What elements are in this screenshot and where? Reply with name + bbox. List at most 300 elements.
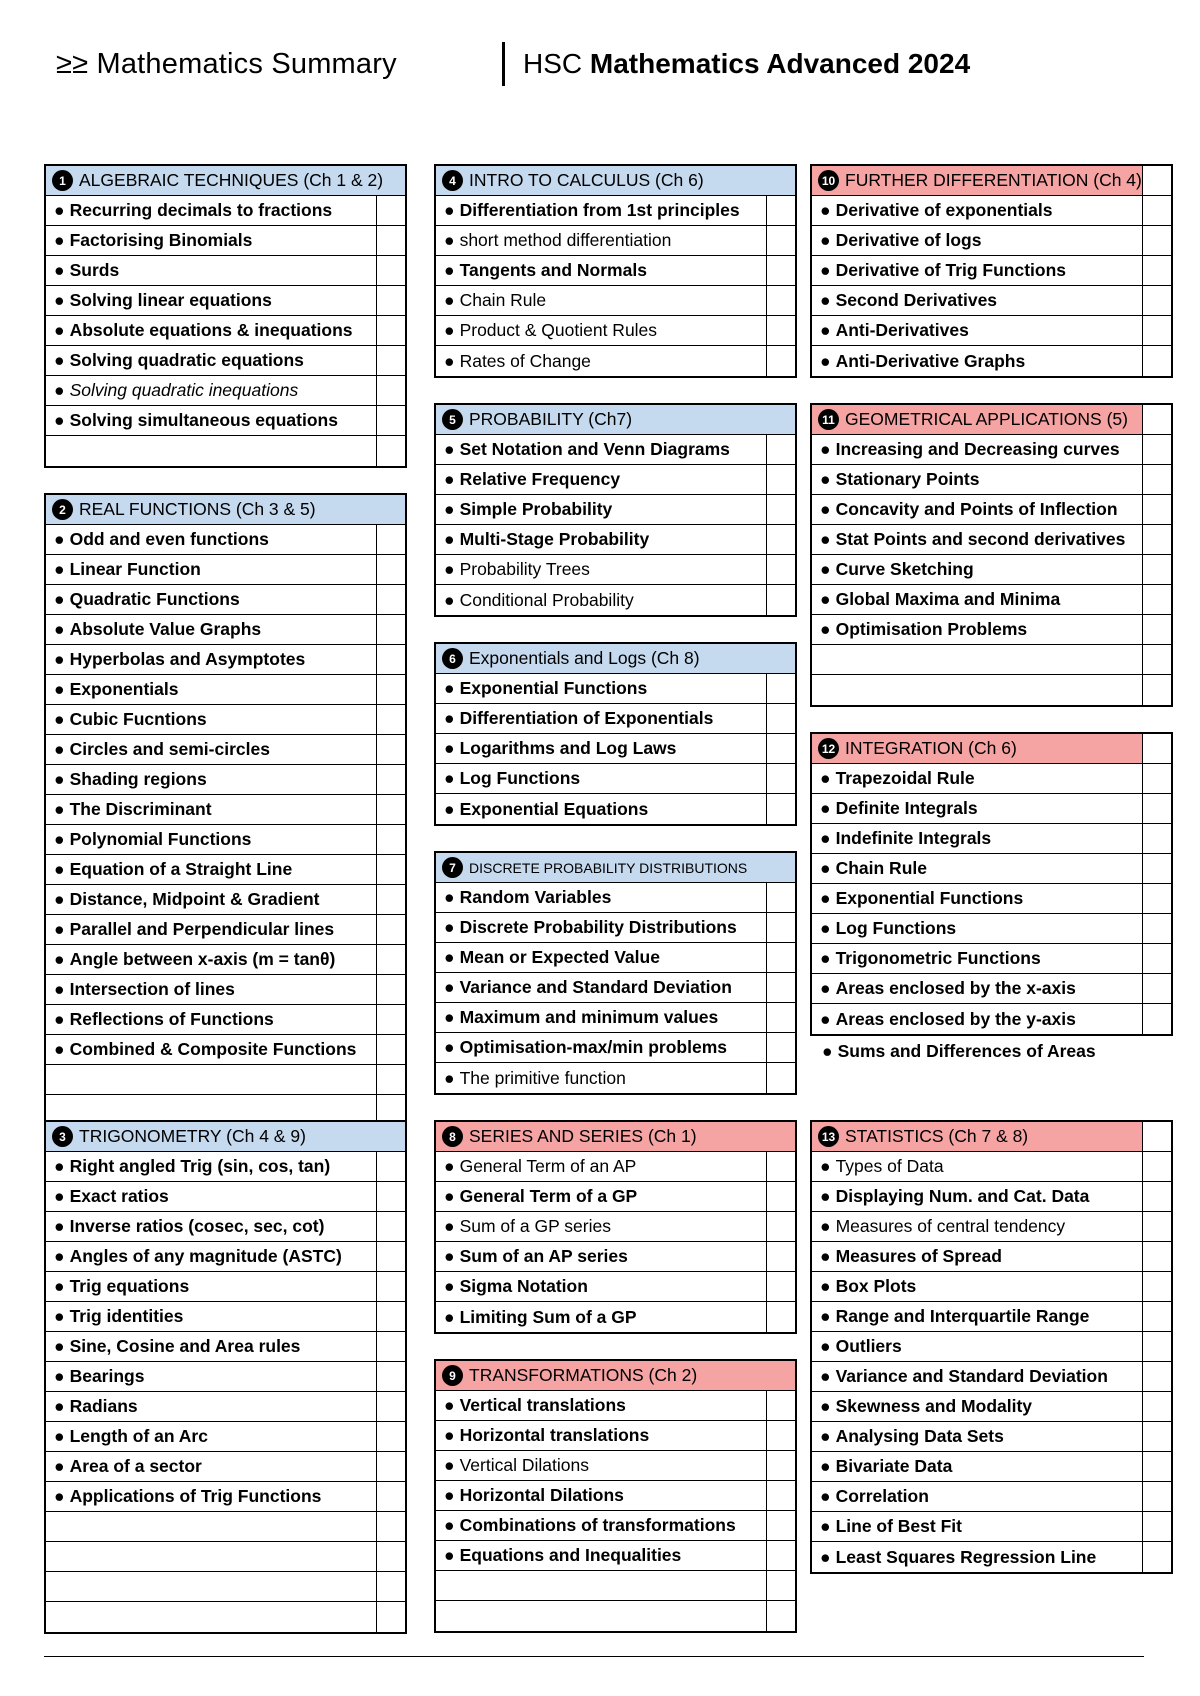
section-box bbox=[44, 164, 407, 468]
checklist-row bbox=[46, 825, 405, 855]
checklist-row bbox=[812, 1242, 1171, 1272]
bullet-icon: ● bbox=[820, 1156, 831, 1176]
section-header-text bbox=[436, 644, 795, 673]
bullet-icon: ● bbox=[820, 888, 831, 908]
checklist-row bbox=[436, 1182, 795, 1212]
checkbox-cell[interactable] bbox=[766, 794, 795, 824]
checklist-item bbox=[436, 256, 766, 285]
checklist-item bbox=[46, 1152, 376, 1181]
checkbox-cell[interactable] bbox=[766, 704, 795, 733]
checkbox-cell[interactable] bbox=[376, 1272, 405, 1301]
item-label: Angle between x-axis (m = tanθ) bbox=[69, 949, 336, 969]
checklist-item bbox=[436, 316, 766, 345]
bullet-icon: ● bbox=[54, 1186, 65, 1206]
checkbox-cell[interactable] bbox=[376, 795, 405, 824]
section-header-text bbox=[46, 166, 405, 195]
checklist-item bbox=[812, 764, 1142, 793]
checklist-row bbox=[436, 495, 795, 525]
item-label: Right angled Trig (sin, cos, tan) bbox=[69, 1156, 331, 1176]
checkbox-cell[interactable] bbox=[376, 346, 405, 375]
checkbox-cell[interactable] bbox=[1142, 1512, 1171, 1541]
checkbox-cell[interactable] bbox=[1142, 555, 1171, 584]
checkbox-cell[interactable] bbox=[376, 436, 405, 466]
checklist-item bbox=[436, 1003, 766, 1032]
bullet-icon: ● bbox=[444, 559, 455, 579]
checkbox-cell[interactable] bbox=[376, 1065, 405, 1094]
bullet-icon: ● bbox=[444, 1395, 455, 1415]
checkbox-cell[interactable] bbox=[376, 585, 405, 614]
checklist-item bbox=[812, 1242, 1142, 1271]
section-header bbox=[436, 1122, 795, 1152]
checklist-item bbox=[436, 973, 766, 1002]
checkbox-cell[interactable] bbox=[1142, 824, 1171, 853]
checkbox-cell[interactable] bbox=[376, 765, 405, 794]
bullet-icon: ● bbox=[444, 977, 455, 997]
checkbox-cell[interactable] bbox=[1142, 884, 1171, 913]
checkbox-cell[interactable] bbox=[766, 1511, 795, 1540]
checklist-item bbox=[436, 1302, 766, 1332]
item-label: Vertical translations bbox=[459, 1395, 626, 1415]
checkbox-cell[interactable] bbox=[766, 1451, 795, 1480]
section-header-text bbox=[436, 1122, 795, 1151]
checkbox-cell[interactable] bbox=[766, 973, 795, 1002]
checkbox-cell[interactable] bbox=[376, 975, 405, 1004]
checklist-item bbox=[812, 465, 1142, 494]
checklist-row bbox=[46, 1242, 405, 1272]
blank-cell bbox=[46, 1065, 376, 1094]
bullet-icon: ● bbox=[820, 858, 831, 878]
checkbox-cell[interactable] bbox=[376, 525, 405, 554]
checkbox-cell[interactable] bbox=[1142, 495, 1171, 524]
checklist-item bbox=[812, 914, 1142, 943]
bullet-icon: ● bbox=[444, 1156, 455, 1176]
checkbox-cell[interactable] bbox=[766, 555, 795, 584]
checklist-row bbox=[46, 286, 405, 316]
checkbox-cell[interactable] bbox=[766, 196, 795, 225]
checkbox-cell[interactable] bbox=[766, 1063, 795, 1093]
bullet-icon: ● bbox=[820, 918, 831, 938]
checkbox-cell[interactable] bbox=[1142, 1272, 1171, 1301]
bullet-icon: ● bbox=[54, 1009, 65, 1029]
item-label: Angles of any magnitude (ASTC) bbox=[69, 1246, 342, 1266]
checklist-row bbox=[436, 943, 795, 973]
bullet-icon: ● bbox=[820, 978, 831, 998]
checkbox-cell[interactable] bbox=[766, 764, 795, 793]
checklist-row bbox=[812, 1422, 1171, 1452]
checkbox-cell[interactable] bbox=[766, 1033, 795, 1062]
checklist-item bbox=[46, 525, 376, 554]
checkbox-cell[interactable] bbox=[376, 885, 405, 914]
checklist-row bbox=[812, 1512, 1171, 1542]
checkbox-cell[interactable] bbox=[376, 256, 405, 285]
checkbox-cell[interactable] bbox=[1142, 1422, 1171, 1451]
bullet-icon: ● bbox=[820, 1546, 831, 1567]
item-label: Solving quadratic inequations bbox=[69, 380, 299, 400]
checkbox-cell[interactable] bbox=[376, 376, 405, 405]
checklist-row bbox=[812, 1182, 1171, 1212]
checklist-item bbox=[812, 1182, 1142, 1211]
checkbox-cell[interactable] bbox=[376, 406, 405, 435]
checklist-row bbox=[46, 256, 405, 286]
checklist-item bbox=[436, 1511, 766, 1540]
checklist-item bbox=[46, 855, 376, 884]
item-label: Area of a sector bbox=[69, 1456, 202, 1476]
checklist-item bbox=[436, 764, 766, 793]
checkbox-cell[interactable] bbox=[376, 675, 405, 704]
checklist-row bbox=[46, 1332, 405, 1362]
blank-row bbox=[812, 675, 1171, 705]
checkbox-cell[interactable] bbox=[376, 1572, 405, 1601]
bullet-icon: ● bbox=[444, 1515, 455, 1535]
checkbox-cell[interactable] bbox=[376, 1362, 405, 1391]
checkbox-cell[interactable] bbox=[766, 256, 795, 285]
checklist-item bbox=[812, 495, 1142, 524]
checkbox-cell[interactable] bbox=[766, 495, 795, 524]
checkbox-cell[interactable] bbox=[1142, 645, 1171, 674]
section-box bbox=[434, 1120, 797, 1334]
bullet-icon: ● bbox=[820, 1306, 831, 1326]
bullet-icon: ● bbox=[820, 499, 831, 519]
item-label: Differentiation of Exponentials bbox=[459, 708, 714, 728]
bullet-icon: ● bbox=[820, 320, 831, 340]
checkbox-cell[interactable] bbox=[766, 1003, 795, 1032]
bullet-icon: ● bbox=[820, 1216, 831, 1236]
checkbox-cell[interactable] bbox=[1142, 1542, 1171, 1572]
checkbox-cell[interactable] bbox=[376, 1182, 405, 1211]
item-label: General Term of a GP bbox=[459, 1186, 638, 1206]
checkbox-cell[interactable] bbox=[376, 316, 405, 345]
item-label: Circles and semi-circles bbox=[69, 739, 270, 759]
bullet-icon: ● bbox=[444, 1485, 455, 1505]
checkbox-cell[interactable] bbox=[376, 1332, 405, 1361]
checklist-row bbox=[46, 915, 405, 945]
checklist-item bbox=[812, 1004, 1142, 1034]
checkbox-cell[interactable] bbox=[1142, 286, 1171, 315]
checkbox-cell[interactable] bbox=[376, 1482, 405, 1511]
item-label: Sine, Cosine and Area rules bbox=[69, 1336, 301, 1356]
checkbox-cell[interactable] bbox=[766, 674, 795, 703]
checklist-item bbox=[46, 915, 376, 944]
bullet-icon: ● bbox=[820, 1516, 831, 1536]
item-label: Cubic Fucntions bbox=[69, 709, 207, 729]
checkbox-cell[interactable] bbox=[766, 913, 795, 942]
checkbox-cell[interactable] bbox=[376, 226, 405, 255]
checkbox-cell[interactable] bbox=[1142, 316, 1171, 345]
bullet-icon: ● bbox=[444, 1246, 455, 1266]
checklist-item bbox=[436, 704, 766, 733]
checkbox-cell[interactable] bbox=[1142, 226, 1171, 255]
checklist-row bbox=[436, 1541, 795, 1571]
bullet-icon: ● bbox=[444, 1216, 455, 1236]
item-label: Sums and Differences of Areas bbox=[837, 1040, 1096, 1061]
bullet-icon: ● bbox=[54, 1486, 65, 1506]
checkbox-cell[interactable] bbox=[376, 1392, 405, 1421]
checkbox-cell[interactable] bbox=[1142, 764, 1171, 793]
checkbox-cell[interactable] bbox=[376, 645, 405, 674]
checklist-item bbox=[436, 1212, 766, 1241]
checkbox-cell[interactable] bbox=[766, 1182, 795, 1211]
section-number-badge: 3 bbox=[52, 1126, 73, 1147]
checkbox-cell[interactable] bbox=[766, 734, 795, 763]
checklist-item bbox=[812, 555, 1142, 584]
checklist-row bbox=[46, 795, 405, 825]
checkbox-cell[interactable] bbox=[766, 346, 795, 376]
checklist-row bbox=[812, 854, 1171, 884]
checkbox-cell[interactable] bbox=[1142, 585, 1171, 614]
checklist-item bbox=[46, 585, 376, 614]
item-label: Trigonometric Functions bbox=[835, 948, 1041, 968]
section-title: INTEGRATION (Ch 6) bbox=[845, 738, 1017, 758]
item-label: Bearings bbox=[69, 1366, 145, 1386]
checkbox-cell[interactable] bbox=[376, 735, 405, 764]
checkbox-cell[interactable] bbox=[766, 585, 795, 615]
checklist-item bbox=[46, 1302, 376, 1331]
checklist-row bbox=[46, 1392, 405, 1422]
bullet-icon: ● bbox=[822, 1040, 833, 1061]
bullet-icon: ● bbox=[820, 1186, 831, 1206]
bullet-icon: ● bbox=[54, 1366, 65, 1386]
bullet-icon: ● bbox=[54, 829, 65, 849]
item-label: Box Plots bbox=[835, 1276, 917, 1296]
checkbox-cell[interactable] bbox=[376, 1212, 405, 1241]
checkbox-cell[interactable] bbox=[376, 1602, 405, 1632]
checkbox-cell[interactable] bbox=[766, 1272, 795, 1301]
checklist-item bbox=[46, 316, 376, 345]
checklist-item bbox=[812, 824, 1142, 853]
checklist-item bbox=[812, 1422, 1142, 1451]
checkbox-cell[interactable] bbox=[766, 1152, 795, 1181]
checkbox-cell[interactable] bbox=[376, 915, 405, 944]
checkbox-cell[interactable] bbox=[766, 316, 795, 345]
bullet-icon: ● bbox=[54, 260, 65, 280]
bullet-icon: ● bbox=[444, 1545, 455, 1565]
checklist-row bbox=[436, 1152, 795, 1182]
checklist-row bbox=[812, 1152, 1171, 1182]
section-box bbox=[434, 1359, 797, 1633]
checkbox-cell[interactable] bbox=[1142, 1332, 1171, 1361]
checkbox-cell[interactable] bbox=[376, 705, 405, 734]
checkbox-cell[interactable] bbox=[1142, 1152, 1171, 1181]
checklist-row bbox=[46, 1152, 405, 1182]
item-label: Factorising Binomials bbox=[69, 230, 253, 250]
checkbox-cell[interactable] bbox=[376, 1542, 405, 1571]
checklist-row bbox=[46, 585, 405, 615]
checkbox-cell[interactable] bbox=[1142, 1452, 1171, 1481]
checklist-row bbox=[46, 615, 405, 645]
bullet-icon: ● bbox=[444, 678, 455, 698]
item-label: Analysing Data Sets bbox=[835, 1426, 1004, 1446]
item-label: Stationary Points bbox=[835, 469, 980, 489]
item-label: Derivative of exponentials bbox=[835, 200, 1053, 220]
checklist-item bbox=[46, 675, 376, 704]
checkbox-cell[interactable] bbox=[766, 1302, 795, 1332]
checkbox-cell[interactable] bbox=[1142, 1004, 1171, 1034]
checkbox-cell[interactable] bbox=[766, 226, 795, 255]
item-label: Logarithms and Log Laws bbox=[459, 738, 677, 758]
blank-cell bbox=[46, 1572, 376, 1601]
bullet-icon: ● bbox=[444, 1186, 455, 1206]
checklist-row bbox=[436, 794, 795, 824]
checklist-row bbox=[436, 913, 795, 943]
bullet-icon: ● bbox=[54, 529, 65, 549]
checkbox-cell[interactable] bbox=[376, 1512, 405, 1541]
section-header bbox=[436, 166, 795, 196]
checkbox-cell[interactable] bbox=[376, 1035, 405, 1064]
checkbox-cell[interactable] bbox=[1142, 1302, 1171, 1331]
checkbox-cell[interactable] bbox=[1142, 944, 1171, 973]
checklist-item bbox=[436, 794, 766, 824]
checkbox-cell[interactable] bbox=[376, 1302, 405, 1331]
section-header-text bbox=[812, 1122, 1142, 1151]
checklist-row bbox=[46, 855, 405, 885]
checklist-row bbox=[812, 555, 1171, 585]
bullet-icon: ● bbox=[820, 1246, 831, 1266]
item-label: Radians bbox=[69, 1396, 138, 1416]
checklist-item bbox=[812, 884, 1142, 913]
checkbox-cell[interactable] bbox=[1142, 1362, 1171, 1391]
checkbox-cell[interactable] bbox=[766, 1571, 795, 1600]
checkbox-cell[interactable] bbox=[766, 1242, 795, 1271]
bullet-icon: ● bbox=[444, 589, 455, 610]
checkbox-cell[interactable] bbox=[376, 1005, 405, 1034]
bullet-icon: ● bbox=[54, 709, 65, 729]
item-label: Measures of Spread bbox=[835, 1246, 1002, 1266]
blank-cell bbox=[436, 1601, 766, 1631]
checklist-item bbox=[436, 1063, 766, 1093]
checkbox-cell[interactable] bbox=[1142, 1212, 1171, 1241]
header-check-cell bbox=[1142, 734, 1171, 763]
checklist-row bbox=[812, 944, 1171, 974]
section-number-badge: 10 bbox=[818, 170, 839, 191]
checkbox-cell[interactable] bbox=[1142, 525, 1171, 554]
checkbox-cell[interactable] bbox=[766, 883, 795, 912]
section-box bbox=[810, 1120, 1173, 1574]
checkbox-cell[interactable] bbox=[376, 555, 405, 584]
blank-row bbox=[46, 1512, 405, 1542]
checkbox-cell[interactable] bbox=[766, 1601, 795, 1631]
checkbox-cell[interactable] bbox=[1142, 435, 1171, 464]
checkbox-cell[interactable] bbox=[766, 465, 795, 494]
checkbox-cell[interactable] bbox=[766, 286, 795, 315]
checklist-row bbox=[436, 883, 795, 913]
checkbox-cell[interactable] bbox=[766, 1391, 795, 1420]
checkbox-cell[interactable] bbox=[1142, 1242, 1171, 1271]
checkbox-cell[interactable] bbox=[1142, 974, 1171, 1003]
item-label: Horizontal translations bbox=[459, 1425, 650, 1445]
section-header-text bbox=[436, 1361, 795, 1390]
checkbox-cell[interactable] bbox=[1142, 346, 1171, 376]
checklist-row bbox=[812, 346, 1171, 376]
checklist-item bbox=[436, 943, 766, 972]
section-box bbox=[434, 164, 797, 378]
checkbox-cell[interactable] bbox=[376, 196, 405, 225]
checklist-row bbox=[812, 1212, 1171, 1242]
item-label: Limiting Sum of a GP bbox=[459, 1306, 637, 1327]
item-label: Exact ratios bbox=[69, 1186, 169, 1206]
bullet-icon: ● bbox=[54, 1246, 65, 1266]
checkbox-cell[interactable] bbox=[376, 615, 405, 644]
checklist-row bbox=[436, 1391, 795, 1421]
checklist-item bbox=[436, 585, 766, 615]
checkbox-cell[interactable] bbox=[1142, 1392, 1171, 1421]
checklist-row bbox=[46, 1452, 405, 1482]
item-label: Trapezoidal Rule bbox=[835, 768, 975, 788]
item-label: Outliers bbox=[835, 1336, 902, 1356]
checklist-item bbox=[436, 1033, 766, 1062]
checklist-item bbox=[46, 1332, 376, 1361]
checklist-item bbox=[436, 286, 766, 315]
bullet-icon: ● bbox=[54, 979, 65, 999]
checkbox-cell[interactable] bbox=[766, 525, 795, 554]
checkbox-cell[interactable] bbox=[376, 1452, 405, 1481]
checkbox-cell[interactable] bbox=[766, 1421, 795, 1450]
checklist-item bbox=[812, 1152, 1142, 1181]
bullet-icon: ● bbox=[444, 1455, 455, 1475]
blank-cell bbox=[46, 1602, 376, 1632]
checklist-row bbox=[436, 256, 795, 286]
checkbox-cell[interactable] bbox=[1142, 914, 1171, 943]
checkbox-cell[interactable] bbox=[766, 1481, 795, 1510]
checkbox-cell[interactable] bbox=[376, 286, 405, 315]
checklist-row bbox=[436, 1451, 795, 1481]
item-label: Sigma Notation bbox=[459, 1276, 588, 1296]
item-label: Simple Probability bbox=[459, 499, 613, 519]
checkbox-cell[interactable] bbox=[766, 1212, 795, 1241]
checklist-item bbox=[812, 615, 1142, 644]
bullet-icon: ● bbox=[444, 260, 455, 280]
checkbox-cell[interactable] bbox=[766, 435, 795, 464]
checkbox-cell[interactable] bbox=[376, 1242, 405, 1271]
section-header bbox=[46, 166, 405, 196]
checkbox-cell[interactable] bbox=[1142, 196, 1171, 225]
checkbox-cell[interactable] bbox=[1142, 854, 1171, 883]
checkbox-cell[interactable] bbox=[376, 945, 405, 974]
checkbox-cell[interactable] bbox=[376, 825, 405, 854]
checklist-row bbox=[46, 1212, 405, 1242]
item-label: Trig identities bbox=[69, 1306, 184, 1326]
checklist-row bbox=[436, 1033, 795, 1063]
checkbox-cell[interactable] bbox=[766, 1541, 795, 1570]
bullet-icon: ● bbox=[820, 1396, 831, 1416]
bullet-icon: ● bbox=[444, 887, 455, 907]
checkbox-cell[interactable] bbox=[1142, 615, 1171, 644]
bullet-icon: ● bbox=[54, 919, 65, 939]
item-label: Tangents and Normals bbox=[459, 260, 647, 280]
checkbox-cell[interactable] bbox=[376, 1422, 405, 1451]
checkbox-cell[interactable] bbox=[1142, 1482, 1171, 1511]
checkbox-cell[interactable] bbox=[766, 943, 795, 972]
item-label: Areas enclosed by the x-axis bbox=[835, 978, 1076, 998]
item-label: The primitive function bbox=[459, 1067, 626, 1088]
checkbox-cell[interactable] bbox=[1142, 256, 1171, 285]
checklist-row bbox=[812, 196, 1171, 226]
bullet-icon: ● bbox=[444, 708, 455, 728]
checklist-row bbox=[436, 734, 795, 764]
item-label: Horizontal Dilations bbox=[459, 1485, 624, 1505]
bullet-icon: ● bbox=[54, 559, 65, 579]
checkbox-cell[interactable] bbox=[1142, 794, 1171, 823]
bullet-icon: ● bbox=[444, 947, 455, 967]
checklist-row bbox=[436, 1511, 795, 1541]
checkbox-cell[interactable] bbox=[1142, 675, 1171, 705]
section-title: PROBABILITY (Ch7) bbox=[469, 409, 633, 429]
checkbox-cell[interactable] bbox=[1142, 465, 1171, 494]
checkbox-cell[interactable] bbox=[376, 1152, 405, 1181]
checklist-item bbox=[46, 1182, 376, 1211]
checklist-row bbox=[436, 1212, 795, 1242]
checkbox-cell[interactable] bbox=[376, 855, 405, 884]
checkbox-cell[interactable] bbox=[1142, 1182, 1171, 1211]
